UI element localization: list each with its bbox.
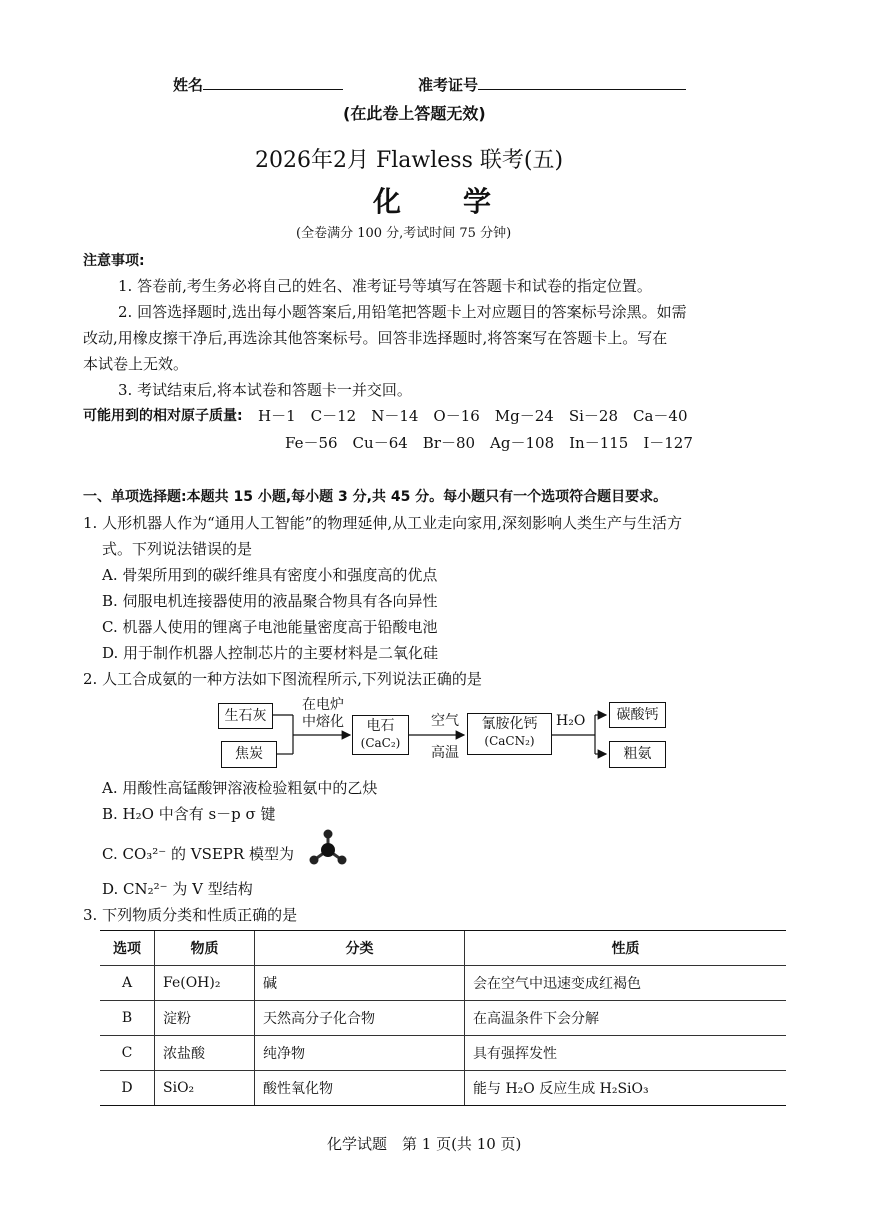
trigonal-planar-model-icon bbox=[306, 828, 350, 868]
box-calcium-carbide bbox=[352, 715, 409, 755]
cond-high-temp: 高温 bbox=[431, 745, 459, 761]
table-cell: 天然高分子化合物 bbox=[255, 1001, 465, 1036]
cond-water: H₂O bbox=[556, 713, 586, 729]
table-header-cell: 选项 bbox=[100, 931, 155, 966]
table-cell: A bbox=[100, 966, 155, 1001]
cond-electric-furnace-2: 中熔化 bbox=[302, 714, 344, 730]
cond-air: 空气 bbox=[431, 713, 459, 729]
q2-option-c: C. CO₃²⁻ 的 VSEPR 模型为 bbox=[102, 845, 294, 863]
q1-stem-line2: 式。下列说法错误的是 bbox=[102, 540, 253, 558]
note-item-2-line2: 改动,用橡皮擦干净后,再选涂其他答案标号。回答非选择题时,将答案写在答题卡上。写在 bbox=[83, 329, 668, 347]
note-item-3: 3. 考试结束后,将本试卷和答题卡一并交回。 bbox=[118, 381, 412, 399]
table-cell: 会在空气中迅速变成红褐色 bbox=[465, 966, 787, 1001]
q2-stem: 2. 人工合成氨的一种方法如下图流程所示,下列说法正确的是 bbox=[83, 670, 482, 688]
table-cell: 具有强挥发性 bbox=[465, 1036, 787, 1071]
table-cell: D bbox=[100, 1071, 155, 1106]
id-field bbox=[418, 74, 686, 95]
name-field bbox=[173, 74, 343, 95]
id-blank bbox=[478, 75, 686, 90]
id-label: 准考证号 bbox=[418, 76, 479, 94]
note-item-2-line1: 2. 回答选择题时,选出每小题答案后,用铅笔把答题卡上对应题目的答案标号涂黑。如需 bbox=[118, 303, 687, 321]
name-label: 姓名 bbox=[173, 76, 204, 94]
table-row bbox=[100, 966, 786, 1001]
note-item-2-line3: 本试卷上无效。 bbox=[83, 355, 189, 373]
exam-info: (全卷满分 100 分,考试时间 75 分钟) bbox=[296, 226, 512, 241]
table-cell: B bbox=[100, 1001, 155, 1036]
box-calcium-carbonate: 碳酸钙 bbox=[609, 702, 666, 728]
table-cell: 酸性氧化物 bbox=[255, 1071, 465, 1106]
table-header-cell: 物质 bbox=[155, 931, 255, 966]
box-calcium-cyanamide-name: 氰胺化钙 bbox=[481, 716, 538, 732]
table-cell: 浓盐酸 bbox=[155, 1036, 255, 1071]
atomic-mass-label: 可能用到的相对原子质量: bbox=[83, 408, 243, 424]
box-calcium-carbide-formula: (CaC₂) bbox=[360, 736, 401, 750]
q1-stem-line1: 1. 人形机器人作为“通用人工智能”的物理延伸,从工业走向家用,深刻影响人类生产与生活方 bbox=[83, 514, 682, 532]
table-header-row bbox=[100, 931, 786, 966]
box-limestone: 生石灰 bbox=[218, 703, 273, 729]
q1-option-c: C. 机器人使用的锂离子电池能量密度高于铅酸电池 bbox=[102, 618, 438, 636]
table-header-cell: 分类 bbox=[255, 931, 465, 966]
table-cell: 能与 H₂O 反应生成 H₂SiO₃ bbox=[465, 1071, 787, 1106]
q2-option-b: B. H₂O 中含有 s－p σ 键 bbox=[102, 805, 276, 823]
exam-title: 2026年2月 Flawless 联考(五) bbox=[255, 148, 564, 173]
section-heading: 一、单项选择题:本题共 15 小题,每小题 3 分,共 45 分。每小题只有一个选项符合题目要求。 bbox=[83, 489, 668, 505]
q1-option-b: B. 伺服电机连接器使用的液晶聚合物具有各向异性 bbox=[102, 592, 438, 610]
subject-title: 化 学 bbox=[373, 185, 494, 218]
table-row bbox=[100, 1071, 786, 1106]
name-blank bbox=[203, 75, 343, 90]
box-crude-ammonia: 粗氨 bbox=[609, 741, 666, 768]
table-row bbox=[100, 1036, 786, 1071]
invalid-note: (在此卷上答题无效) bbox=[343, 104, 486, 123]
table-cell: Fe(OH)₂ bbox=[155, 966, 255, 1001]
table-cell: 在高温条件下会分解 bbox=[465, 1001, 787, 1036]
q3-stem: 3. 下列物质分类和性质正确的是 bbox=[83, 906, 298, 924]
table-cell: SiO₂ bbox=[155, 1071, 255, 1106]
table-row bbox=[100, 1001, 786, 1036]
table-header-cell: 性质 bbox=[465, 931, 787, 966]
q3-table bbox=[100, 930, 786, 1106]
table-cell: 淀粉 bbox=[155, 1001, 255, 1036]
table-cell: 纯净物 bbox=[255, 1036, 465, 1071]
page-footer: 化学试题 第 1 页(共 10 页) bbox=[327, 1135, 522, 1153]
atomic-mass-line2: Fe－56 Cu－64 Br－80 Ag－108 In－115 I－127 bbox=[285, 434, 693, 452]
box-calcium-carbide-name: 电石 bbox=[366, 718, 395, 734]
q1-option-a: A. 骨架所用到的碳纤维具有密度小和强度高的优点 bbox=[102, 566, 438, 584]
table-cell: 碱 bbox=[255, 966, 465, 1001]
note-item-1: 1. 答卷前,考生务必将自己的姓名、准考证号等填写在答题卡和试卷的指定位置。 bbox=[118, 277, 652, 295]
q2-option-a: A. 用酸性高锰酸钾溶液检验粗氨中的乙炔 bbox=[102, 779, 378, 797]
box-coke: 焦炭 bbox=[221, 741, 277, 768]
atomic-mass-line1: H－1 C－12 N－14 O－16 Mg－24 Si－28 Ca－40 bbox=[258, 407, 688, 425]
box-calcium-cyanamide-formula: (CaCN₂) bbox=[484, 734, 535, 748]
q2-option-d: D. CN₂²⁻ 为 V 型结构 bbox=[102, 880, 253, 898]
cond-electric-furnace-1: 在电炉 bbox=[302, 697, 344, 713]
q1-option-d: D. 用于制作机器人控制芯片的主要材料是二氧化硅 bbox=[102, 644, 439, 662]
table-cell: C bbox=[100, 1036, 155, 1071]
notes-title: 注意事项: bbox=[83, 253, 145, 269]
box-calcium-cyanamide bbox=[467, 713, 552, 755]
